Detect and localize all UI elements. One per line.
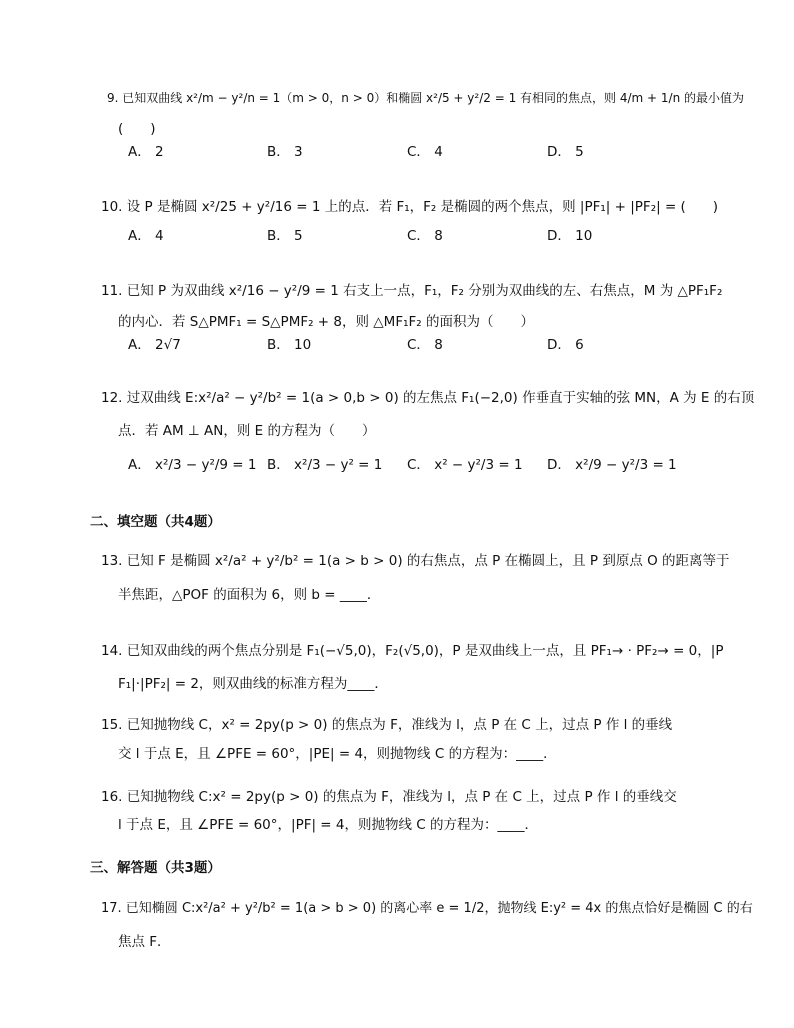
option-b[interactable]: B． 5 [267,228,303,244]
option-c[interactable]: C． x² − y²/3 = 1 [407,457,523,473]
question-text: 14. 已知双曲线的两个焦点分别是 F₁(−√5,0)，F₂(√5,0)，P 是双曲线上一点，且 PF₁→ · PF₂→ = 0，|P [101,643,724,659]
question-text: F₁|·|PF₂| = 2，则双曲线的标准方程为____． [118,676,388,692]
question-text: 点．若 AM ⊥ AN，则 E 的方程为（ ） [118,423,376,439]
option-a[interactable]: A． 2√7 [128,337,181,353]
option-d[interactable]: D． x²/9 − y²/3 = 1 [547,457,677,473]
option-d[interactable]: D． 5 [547,144,584,160]
question-text: 16. 已知抛物线 C:x² = 2py(p > 0) 的焦点为 F，准线为 l，点 P 在 C 上，过点 P 作 l 的垂线交 [101,789,677,805]
question-text: 半焦距，△POF 的面积为 6，则 b = ____． [118,587,381,603]
question-text: 13. 已知 F 是椭圆 x²/a² + y²/b² = 1(a > b > 0) 的右焦点，点 P 在椭圆上，且 P 到原点 O 的距离等于 [101,553,730,569]
option-c[interactable]: C． 8 [407,228,443,244]
option-a[interactable]: A． 2 [128,144,164,160]
option-a[interactable]: A． 4 [128,228,164,244]
section-heading-fill: 二、填空题（共4题） [90,514,221,530]
option-b[interactable]: B． 10 [267,337,312,353]
question-text: 焦点 F． [118,934,171,950]
question-text: 的内心．若 S△PMF₁ = S△PMF₂ + 8，则 △MF₁F₂ 的面积为（ ） [118,314,534,330]
option-d[interactable]: D． 6 [547,337,584,353]
option-b[interactable]: B． 3 [267,144,303,160]
question-text: 11. 已知 P 为双曲线 x²/16 − y²/9 = 1 右支上一点，F₁，F₂ 分别为双曲线的左、右焦点，M 为 △PF₁F₂ [101,283,723,299]
option-d[interactable]: D． 10 [547,228,593,244]
option-c[interactable]: C． 4 [407,144,443,160]
question-text: 17. 已知椭圆 C:x²/a² + y²/b² = 1(a > b > 0) 的离心率 e = 1/2，抛物线 E:y² = 4x 的焦点恰好是椭圆 C 的右 [101,901,753,916]
option-a[interactable]: A． x²/3 − y²/9 = 1 [128,457,257,473]
question-text: 12. 过双曲线 E:x²/a² − y²/b² = 1(a > 0,b > 0) 的左焦点 F₁(−2,0) 作垂直于实轴的弦 MN，A 为 E 的右顶 [101,390,755,406]
section-heading-answer: 三、解答题（共3题） [90,860,221,876]
question-text: 10. 设 P 是椭圆 x²/25 + y²/16 = 1 上的点．若 F₁，F₂ 是椭圆的两个焦点，则 |PF₁| + |PF₂| = ( ) [101,199,719,215]
question-text: 9. 已知双曲线 x²/m − y²/n = 1（m > 0，n > 0）和椭圆 x²/5 + y²/2 = 1 有相同的焦点，则 4/m + 1/n 的最小值为 [107,91,744,105]
question-text: 交 l 于点 E，且 ∠PFE = 60°，|PE| = 4，则抛物线 C 的方程为：____． [118,746,557,762]
question-text: ( ) [118,121,156,137]
question-text: 15. 已知抛物线 C，x² = 2py(p > 0) 的焦点为 F，准线为 l，点 P 在 C 上，过点 P 作 l 的垂线 [101,717,673,733]
question-text: l 于点 E，且 ∠PFE = 60°，|PF| = 4，则抛物线 C 的方程为：____． [118,817,539,833]
option-c[interactable]: C． 8 [407,337,443,353]
option-b[interactable]: B． x²/3 − y² = 1 [267,457,383,473]
